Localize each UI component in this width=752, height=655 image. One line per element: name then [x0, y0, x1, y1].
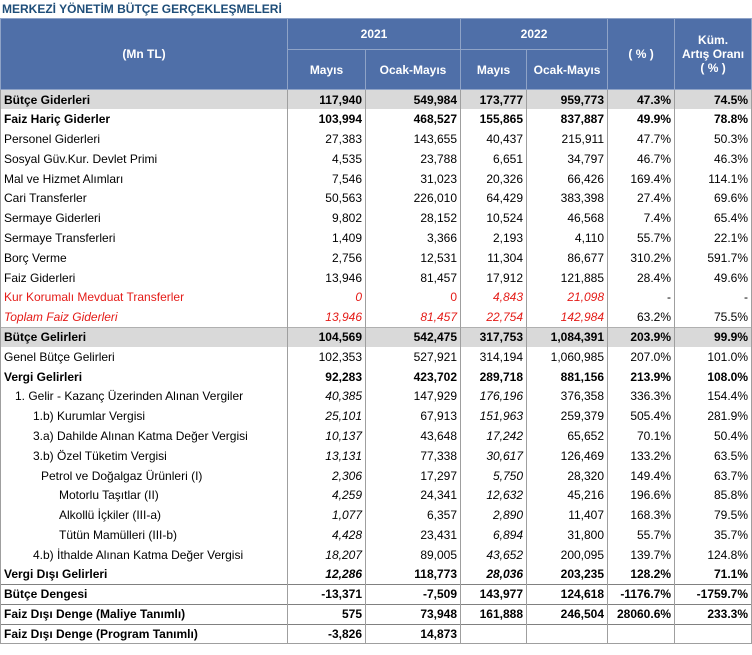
row-label: Cari Transferler — [1, 188, 288, 208]
table-row — [1, 446, 752, 466]
may-2021-cell: 10,137 — [288, 426, 366, 446]
may-2022-cell: 30,617 — [461, 446, 527, 466]
may-2021-cell: 103,994 — [288, 109, 366, 129]
may-2022-cell: 64,429 — [461, 188, 527, 208]
pct-change-cell: 203.9% — [608, 327, 675, 347]
cumulative-change-cell: 99.9% — [675, 327, 752, 347]
row-label: 4.b) İthalde Alınan Katma Değer Vergisi — [1, 545, 288, 565]
may-2022-header: Mayıs — [461, 50, 527, 90]
ytd-2021-cell: 77,338 — [366, 446, 461, 466]
pct-change-cell: 28.4% — [608, 268, 675, 288]
may-2021-cell: 13,946 — [288, 307, 366, 327]
ytd-2021-cell: 143,655 — [366, 129, 461, 149]
pct-change-cell: 196.6% — [608, 485, 675, 505]
table-row — [1, 287, 752, 307]
cumulative-change-cell: 63.5% — [675, 446, 752, 466]
may-2022-cell: 28,036 — [461, 565, 527, 585]
cumulative-change-cell: - — [675, 287, 752, 307]
ytd-2021-cell: 12,531 — [366, 248, 461, 268]
cumulative-change-cell: 50.3% — [675, 129, 752, 149]
ytd-2021-cell: 468,527 — [366, 109, 461, 129]
page-title: MERKEZİ YÖNETİM BÜTÇE GERÇEKLEŞMELERİ — [2, 2, 282, 16]
ytd-2022-cell: 200,095 — [527, 545, 608, 565]
ytd-2022-cell: 259,379 — [527, 406, 608, 426]
ytd-2022-cell: 124,618 — [527, 584, 608, 604]
may-2022-cell: 161,888 — [461, 604, 527, 624]
row-label: Toplam Faiz Giderleri — [1, 307, 288, 327]
pct-change-cell: 336.3% — [608, 386, 675, 406]
ytd-2022-cell: 31,800 — [527, 525, 608, 545]
ytd-2021-cell: -7,509 — [366, 584, 461, 604]
table-row — [1, 367, 752, 387]
may-2022-cell: 5,750 — [461, 466, 527, 486]
may-2022-cell: 173,777 — [461, 90, 527, 110]
cumulative-change-cell: 114.1% — [675, 169, 752, 189]
table-row — [1, 525, 752, 545]
ytd-2022-cell: 46,568 — [527, 208, 608, 228]
cumulative-change-cell: 69.6% — [675, 188, 752, 208]
row-label: Genel Bütçe Gelirleri — [1, 347, 288, 367]
may-2022-cell: 2,890 — [461, 505, 527, 525]
ytd-2022-cell: 65,652 — [527, 426, 608, 446]
ytd-2022-cell: 881,156 — [527, 367, 608, 387]
unit-header: (Mn TL) — [1, 19, 288, 90]
may-2022-cell: 43,652 — [461, 545, 527, 565]
may-2021-cell: 102,353 — [288, 347, 366, 367]
may-2021-cell: 104,569 — [288, 327, 366, 347]
may-2022-cell: 317,753 — [461, 327, 527, 347]
may-2021-cell: 13,946 — [288, 268, 366, 288]
cumulative-change-cell: 63.7% — [675, 466, 752, 486]
table-row — [1, 386, 752, 406]
may-2021-cell: 9,802 — [288, 208, 366, 228]
row-label: 1. Gelir - Kazanç Üzerinden Alınan Vergiler — [1, 386, 288, 406]
ytd-2022-cell: 203,235 — [527, 565, 608, 585]
ytd-2021-cell: 542,475 — [366, 327, 461, 347]
ytd-2021-cell: 28,152 — [366, 208, 461, 228]
cumulative-change-cell: 79.5% — [675, 505, 752, 525]
may-2022-cell: 6,651 — [461, 149, 527, 169]
ytd-2022-cell: 34,797 — [527, 149, 608, 169]
ytd-2022-cell: 376,358 — [527, 386, 608, 406]
may-2022-cell: 22,754 — [461, 307, 527, 327]
ytd-2021-cell: 226,010 — [366, 188, 461, 208]
may-2022-cell: 20,326 — [461, 169, 527, 189]
pct-change-cell: -1176.7% — [608, 584, 675, 604]
cumulative-change-cell: 35.7% — [675, 525, 752, 545]
ytd-2021-cell: 67,913 — [366, 406, 461, 426]
may-2021-cell: 4,535 — [288, 149, 366, 169]
ytd-2021-cell: 81,457 — [366, 268, 461, 288]
table-row — [1, 268, 752, 288]
ytd-2021-cell: 89,005 — [366, 545, 461, 565]
ytd-2022-cell: 1,060,985 — [527, 347, 608, 367]
ytd-2022-cell: 1,084,391 — [527, 327, 608, 347]
table-row — [1, 347, 752, 367]
cumulative-change-cell: 124.8% — [675, 545, 752, 565]
may-2021-cell: 117,940 — [288, 90, 366, 110]
ytd-2022-cell: 28,320 — [527, 466, 608, 486]
pct-change-cell: 63.2% — [608, 307, 675, 327]
may-2021-cell: 7,546 — [288, 169, 366, 189]
ytd-2022-cell: 959,773 — [527, 90, 608, 110]
table-row — [1, 169, 752, 189]
ytd-2022-cell: 215,911 — [527, 129, 608, 149]
pct-header: ( % ) — [608, 19, 675, 90]
cumulative-change-cell: 591.7% — [675, 248, 752, 268]
pct-change-cell: 169.4% — [608, 169, 675, 189]
table-row — [1, 90, 752, 110]
cumulative-change-cell: 50.4% — [675, 426, 752, 446]
may-2022-cell: 176,196 — [461, 386, 527, 406]
may-2022-cell: 289,718 — [461, 367, 527, 387]
may-2022-cell: 6,894 — [461, 525, 527, 545]
may-2021-cell: 1,409 — [288, 228, 366, 248]
row-label: Bütçe Gelirleri — [1, 327, 288, 347]
ytd-2021-cell: 0 — [366, 287, 461, 307]
cumulative-change-cell: 154.4% — [675, 386, 752, 406]
ytd-2021-cell: 23,431 — [366, 525, 461, 545]
ytd-2021-header: Ocak-Mayıs — [366, 50, 461, 90]
table-row — [1, 149, 752, 169]
ytd-2021-cell: 23,788 — [366, 149, 461, 169]
table-row — [1, 327, 752, 347]
table-row — [1, 584, 752, 604]
ytd-2021-cell: 147,929 — [366, 386, 461, 406]
may-2021-header: Mayıs — [288, 50, 366, 90]
may-2022-cell: 10,524 — [461, 208, 527, 228]
table-row — [1, 188, 752, 208]
row-label: Mal ve Hizmet Alımları — [1, 169, 288, 189]
pct-change-cell: 28060.6% — [608, 604, 675, 624]
ytd-2022-cell: 86,677 — [527, 248, 608, 268]
table-row — [1, 248, 752, 268]
year-2021-header: 2021 — [288, 19, 461, 50]
ytd-2021-cell: 423,702 — [366, 367, 461, 387]
pct-change-cell: 55.7% — [608, 525, 675, 545]
may-2022-cell: 143,977 — [461, 584, 527, 604]
may-2021-cell: -13,371 — [288, 584, 366, 604]
may-2021-cell: 0 — [288, 287, 366, 307]
pct-change-cell: - — [608, 287, 675, 307]
ytd-2022-cell: 66,426 — [527, 169, 608, 189]
may-2021-cell: 4,428 — [288, 525, 366, 545]
cumulative-header-line1: Küm. — [698, 33, 729, 47]
row-label: Alkollü İçkiler (III-a) — [1, 505, 288, 525]
may-2021-cell: 4,259 — [288, 485, 366, 505]
table-row — [1, 307, 752, 327]
table-row — [1, 505, 752, 525]
cumulative-change-cell: -1759.7% — [675, 584, 752, 604]
may-2022-cell: 2,193 — [461, 228, 527, 248]
may-2022-cell: 151,963 — [461, 406, 527, 426]
cumulative-change-cell: 85.8% — [675, 485, 752, 505]
row-label: Vergi Dışı Gelirleri — [1, 565, 288, 585]
ytd-2021-cell: 549,984 — [366, 90, 461, 110]
table-row — [1, 466, 752, 486]
may-2021-cell: 12,286 — [288, 565, 366, 585]
ytd-2022-cell: 121,885 — [527, 268, 608, 288]
may-2022-cell: 17,242 — [461, 426, 527, 446]
table-row — [1, 426, 752, 446]
ytd-2022-cell: 126,469 — [527, 446, 608, 466]
ytd-2021-cell: 17,297 — [366, 466, 461, 486]
cumulative-change-cell: 108.0% — [675, 367, 752, 387]
pct-change-cell: 70.1% — [608, 426, 675, 446]
table-row — [1, 624, 752, 644]
table-row — [1, 129, 752, 149]
row-label: Bütçe Dengesi — [1, 584, 288, 604]
cumulative-header-line3: ( % ) — [700, 61, 726, 75]
cumulative-change-cell: 46.3% — [675, 149, 752, 169]
may-2021-cell: 92,283 — [288, 367, 366, 387]
budget-table — [0, 18, 752, 644]
pct-change-cell: 213.9% — [608, 367, 675, 387]
pct-change-cell: 49.9% — [608, 109, 675, 129]
pct-change-cell: 168.3% — [608, 505, 675, 525]
cumulative-change-cell — [675, 624, 752, 644]
ytd-2022-cell: 4,110 — [527, 228, 608, 248]
cumulative-change-cell: 65.4% — [675, 208, 752, 228]
ytd-2021-cell: 6,357 — [366, 505, 461, 525]
ytd-2021-cell: 118,773 — [366, 565, 461, 585]
table-row — [1, 604, 752, 624]
cumulative-change-cell: 101.0% — [675, 347, 752, 367]
may-2022-cell: 155,865 — [461, 109, 527, 129]
pct-change-cell: 139.7% — [608, 545, 675, 565]
may-2021-cell: 575 — [288, 604, 366, 624]
ytd-2021-cell: 73,948 — [366, 604, 461, 624]
row-label: 1.b) Kurumlar Vergisi — [1, 406, 288, 426]
row-label: Faiz Dışı Denge (Program Tanımlı) — [1, 624, 288, 644]
pct-change-cell: 128.2% — [608, 565, 675, 585]
ytd-2022-cell: 11,407 — [527, 505, 608, 525]
table-row — [1, 109, 752, 129]
row-label: Bütçe Giderleri — [1, 90, 288, 110]
may-2021-cell: 13,131 — [288, 446, 366, 466]
pct-change-cell: 27.4% — [608, 188, 675, 208]
pct-change-cell: 149.4% — [608, 466, 675, 486]
row-label: Kur Korumalı Mevduat Transferler — [1, 287, 288, 307]
ytd-2021-cell: 24,341 — [366, 485, 461, 505]
may-2022-cell: 40,437 — [461, 129, 527, 149]
ytd-2022-cell: 837,887 — [527, 109, 608, 129]
ytd-2022-cell: 246,504 — [527, 604, 608, 624]
pct-change-cell: 207.0% — [608, 347, 675, 367]
ytd-2021-cell: 43,648 — [366, 426, 461, 446]
row-label: Petrol ve Doğalgaz Ürünleri (I) — [1, 466, 288, 486]
ytd-2022-cell: 45,216 — [527, 485, 608, 505]
pct-change-cell: 47.7% — [608, 129, 675, 149]
may-2022-cell: 4,843 — [461, 287, 527, 307]
table-row — [1, 406, 752, 426]
year-2022-header: 2022 — [461, 19, 608, 50]
ytd-2022-cell: 21,098 — [527, 287, 608, 307]
may-2021-cell: 1,077 — [288, 505, 366, 525]
may-2021-cell: 2,756 — [288, 248, 366, 268]
ytd-2022-cell: 383,398 — [527, 188, 608, 208]
ytd-2022-header: Ocak-Mayıs — [527, 50, 608, 90]
cumulative-change-cell: 78.8% — [675, 109, 752, 129]
cumulative-change-cell: 71.1% — [675, 565, 752, 585]
row-label: Sermaye Giderleri — [1, 208, 288, 228]
may-2021-cell: 2,306 — [288, 466, 366, 486]
pct-change-cell — [608, 624, 675, 644]
cumulative-change-cell: 49.6% — [675, 268, 752, 288]
table-row — [1, 208, 752, 228]
ytd-2022-cell — [527, 624, 608, 644]
row-label: Personel Giderleri — [1, 129, 288, 149]
cumulative-change-cell: 75.5% — [675, 307, 752, 327]
may-2022-cell — [461, 624, 527, 644]
ytd-2021-cell: 31,023 — [366, 169, 461, 189]
pct-change-cell: 46.7% — [608, 149, 675, 169]
pct-change-cell: 133.2% — [608, 446, 675, 466]
cumulative-change-cell: 22.1% — [675, 228, 752, 248]
cumulative-change-cell: 281.9% — [675, 406, 752, 426]
row-label: Tütün Mamülleri (III-b) — [1, 525, 288, 545]
row-label: Vergi Gelirleri — [1, 367, 288, 387]
may-2022-cell: 17,912 — [461, 268, 527, 288]
may-2021-cell: 27,383 — [288, 129, 366, 149]
table-row — [1, 228, 752, 248]
may-2021-cell: 18,207 — [288, 545, 366, 565]
may-2022-cell: 314,194 — [461, 347, 527, 367]
may-2021-cell: -3,826 — [288, 624, 366, 644]
cumulative-change-cell: 233.3% — [675, 604, 752, 624]
row-label: 3.b) Özel Tüketim Vergisi — [1, 446, 288, 466]
may-2021-cell: 50,563 — [288, 188, 366, 208]
cumulative-header-line2: Artış Oranı — [682, 47, 745, 61]
row-label: Faiz Giderleri — [1, 268, 288, 288]
may-2021-cell: 40,385 — [288, 386, 366, 406]
table-row — [1, 545, 752, 565]
may-2022-cell: 12,632 — [461, 485, 527, 505]
row-label: Motorlu Taşıtlar (II) — [1, 485, 288, 505]
ytd-2021-cell: 14,873 — [366, 624, 461, 644]
pct-change-cell: 505.4% — [608, 406, 675, 426]
row-label: Faiz Dışı Denge (Maliye Tanımlı) — [1, 604, 288, 624]
row-label: Faiz Hariç Giderler — [1, 109, 288, 129]
row-label: Sosyal Güv.Kur. Devlet Primi — [1, 149, 288, 169]
cumulative-header — [675, 19, 752, 90]
ytd-2022-cell: 142,984 — [527, 307, 608, 327]
cumulative-change-cell: 74.5% — [675, 90, 752, 110]
pct-change-cell: 55.7% — [608, 228, 675, 248]
may-2021-cell: 25,101 — [288, 406, 366, 426]
row-label: Borç Verme — [1, 248, 288, 268]
row-label: 3.a) Dahilde Alınan Katma Değer Vergisi — [1, 426, 288, 446]
ytd-2021-cell: 527,921 — [366, 347, 461, 367]
table-row — [1, 565, 752, 585]
pct-change-cell: 7.4% — [608, 208, 675, 228]
table-row — [1, 485, 752, 505]
pct-change-cell: 47.3% — [608, 90, 675, 110]
ytd-2021-cell: 3,366 — [366, 228, 461, 248]
may-2022-cell: 11,304 — [461, 248, 527, 268]
ytd-2021-cell: 81,457 — [366, 307, 461, 327]
pct-change-cell: 310.2% — [608, 248, 675, 268]
row-label: Sermaye Transferleri — [1, 228, 288, 248]
